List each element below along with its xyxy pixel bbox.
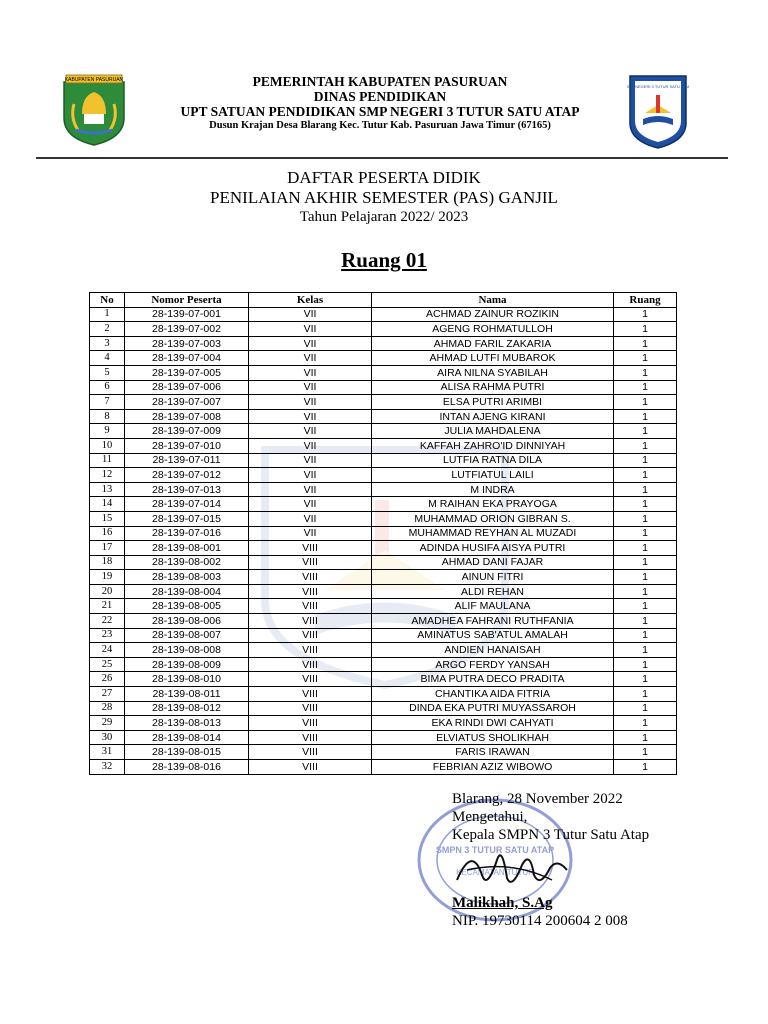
signature-nip: NIP. 19730114 200604 2 008 <box>452 913 628 929</box>
table-cell: LUTFIATUL LAILI <box>372 468 614 483</box>
table-cell: 28-139-08-011 <box>125 687 249 702</box>
table-cell: 6 <box>90 380 125 395</box>
table-row <box>90 599 677 614</box>
table-cell: VII <box>249 453 372 468</box>
column-header: Kelas <box>249 293 372 308</box>
table-cell: 28-139-07-008 <box>125 409 249 424</box>
table-cell: 28-139-08-009 <box>125 657 249 672</box>
svg-text:SMP NEGERI 3 TUTUR SATU ATAP: SMP NEGERI 3 TUTUR SATU ATAP <box>627 84 689 89</box>
table-cell: 2 <box>90 322 125 337</box>
table-cell: 1 <box>614 760 677 775</box>
table-cell: ANDIEN HANAISAH <box>372 643 614 658</box>
table-cell: 1 <box>614 453 677 468</box>
table-row <box>90 555 677 570</box>
table-cell: VII <box>249 380 372 395</box>
table-cell: VII <box>249 395 372 410</box>
table-cell: 28 <box>90 701 125 716</box>
table-cell: 1 <box>614 322 677 337</box>
table-cell: 28-139-08-014 <box>125 730 249 745</box>
table-cell: 1 <box>614 380 677 395</box>
table-cell: VIII <box>249 730 372 745</box>
table-row <box>90 745 677 760</box>
table-cell: VIII <box>249 570 372 585</box>
table-cell: VIII <box>249 614 372 629</box>
document-title <box>0 168 768 226</box>
table-cell: 28-139-07-001 <box>125 307 249 322</box>
table-cell: 28-139-08-007 <box>125 628 249 643</box>
table-cell: 1 <box>614 599 677 614</box>
table-header-row <box>90 293 677 308</box>
table-cell: 1 <box>614 438 677 453</box>
table-cell: M INDRA <box>372 482 614 497</box>
table-row <box>90 701 677 716</box>
table-cell: 28-139-08-002 <box>125 555 249 570</box>
table-cell: 28-139-08-001 <box>125 541 249 556</box>
table-cell: VII <box>249 351 372 366</box>
table-cell: 25 <box>90 657 125 672</box>
table-cell: M RAIHAN EKA PRAYOGA <box>372 497 614 512</box>
table-cell: 1 <box>614 409 677 424</box>
table-row <box>90 672 677 687</box>
table-cell: 28-139-08-006 <box>125 614 249 629</box>
table-row <box>90 541 677 556</box>
table-cell: 10 <box>90 438 125 453</box>
table-cell: 28-139-07-004 <box>125 351 249 366</box>
participant-table <box>89 292 677 775</box>
table-cell: AHMAD LUTFI MUBAROK <box>372 351 614 366</box>
svg-text:KABUPATEN PASURUAN: KABUPATEN PASURUAN <box>64 77 124 83</box>
table-cell: 14 <box>90 497 125 512</box>
table-cell: KAFFAH ZAHRO'ID DINNIYAH <box>372 438 614 453</box>
table-cell: 1 <box>614 541 677 556</box>
table-cell: 1 <box>614 643 677 658</box>
table-cell: VII <box>249 468 372 483</box>
svg-text:KECAMATAN TUTUR: KECAMATAN TUTUR <box>456 868 534 877</box>
table-cell: 28-139-07-005 <box>125 365 249 380</box>
table-cell: 28-139-08-004 <box>125 584 249 599</box>
table-cell: 28-139-08-016 <box>125 760 249 775</box>
table-cell: 28-139-07-014 <box>125 497 249 512</box>
table-cell: AMADHEA FAHRANI RUTHFANIA <box>372 614 614 629</box>
table-row <box>90 497 677 512</box>
table-row <box>90 322 677 337</box>
table-cell: 28-139-08-005 <box>125 599 249 614</box>
table-cell: 5 <box>90 365 125 380</box>
table-cell: 1 <box>614 628 677 643</box>
table-cell: 11 <box>90 453 125 468</box>
table-cell: FARIS IRAWAN <box>372 745 614 760</box>
title-line-3: Tahun Pelajaran 2022/ 2023 <box>299 209 469 225</box>
table-row <box>90 307 677 322</box>
table-cell: 1 <box>614 555 677 570</box>
table-row <box>90 687 677 702</box>
signature-acknowledged: Mengetahui, <box>452 809 528 825</box>
table-row <box>90 468 677 483</box>
table-cell: 1 <box>614 687 677 702</box>
table-cell: 1 <box>614 482 677 497</box>
table-cell: 22 <box>90 614 125 629</box>
table-cell: VII <box>249 526 372 541</box>
table-cell: 1 <box>614 570 677 585</box>
table-cell: VIII <box>249 643 372 658</box>
svg-text:SMPN 3 TUTUR SATU ATAP: SMPN 3 TUTUR SATU ATAP <box>435 845 555 855</box>
table-row <box>90 614 677 629</box>
table-cell: 31 <box>90 745 125 760</box>
table-cell: ELVIATUS SHOLIKHAH <box>372 730 614 745</box>
table-cell: MUHAMMAD REYHAN AL MUZADI <box>372 526 614 541</box>
table-row <box>90 438 677 453</box>
table-cell: 32 <box>90 760 125 775</box>
table-row <box>90 584 677 599</box>
table-cell: VIII <box>249 672 372 687</box>
table-cell: 1 <box>614 468 677 483</box>
table-cell: 1 <box>614 716 677 731</box>
table-cell: ALDI REHAN <box>372 584 614 599</box>
table-cell: 28-139-07-006 <box>125 380 249 395</box>
table-cell: VII <box>249 307 372 322</box>
table-cell: 28-139-08-008 <box>125 643 249 658</box>
table-cell: 28-139-07-012 <box>125 468 249 483</box>
table-cell: 27 <box>90 687 125 702</box>
table-cell: VII <box>249 322 372 337</box>
table-cell: 1 <box>90 307 125 322</box>
table-cell: VIII <box>249 628 372 643</box>
kabupaten-pasuruan-logo <box>60 74 128 146</box>
table-cell: 1 <box>614 307 677 322</box>
table-cell: VII <box>249 424 372 439</box>
table-cell: 1 <box>614 730 677 745</box>
signature-place-date: Blarang, 28 November 2022 <box>452 791 623 807</box>
table-cell: FEBRIAN AZIZ WIBOWO <box>372 760 614 775</box>
table-row <box>90 336 677 351</box>
letterhead-government: PEMERINTAH KABUPATEN PASURUAN <box>252 74 508 89</box>
table-row <box>90 409 677 424</box>
table-cell: 17 <box>90 541 125 556</box>
table-cell: 20 <box>90 584 125 599</box>
table-cell: LUTFIA RATNA DILA <box>372 453 614 468</box>
table-cell: ACHMAD ZAINUR ROZIKIN <box>372 307 614 322</box>
table-row <box>90 365 677 380</box>
table-cell: 28-139-07-003 <box>125 336 249 351</box>
room-title: Ruang 01 <box>341 248 427 272</box>
signature-position: Kepala SMPN 3 Tutur Satu Atap <box>452 827 650 843</box>
table-cell: 1 <box>614 672 677 687</box>
table-cell: 28-139-08-013 <box>125 716 249 731</box>
signature-block <box>452 790 732 930</box>
table-row <box>90 395 677 410</box>
table-row <box>90 760 677 775</box>
table-cell: AMINATUS SAB'ATUL AMALAH <box>372 628 614 643</box>
table-cell: 30 <box>90 730 125 745</box>
table-cell: VIII <box>249 687 372 702</box>
table-row <box>90 511 677 526</box>
column-header: Nama <box>372 293 614 308</box>
table-cell: 28-139-08-015 <box>125 745 249 760</box>
table-row <box>90 351 677 366</box>
table-cell: 28-139-07-002 <box>125 322 249 337</box>
table-row <box>90 482 677 497</box>
table-cell: 28-139-07-016 <box>125 526 249 541</box>
table-cell: VIII <box>249 555 372 570</box>
table-cell: 1 <box>614 497 677 512</box>
table-cell: 7 <box>90 395 125 410</box>
table-cell: 13 <box>90 482 125 497</box>
table-cell: 23 <box>90 628 125 643</box>
table-row <box>90 657 677 672</box>
table-cell: 1 <box>614 614 677 629</box>
letterhead-department: DINAS PENDIDIKAN <box>313 89 447 104</box>
table-row <box>90 716 677 731</box>
table-cell: ALISA RAHMA PUTRI <box>372 380 614 395</box>
column-header: No <box>90 293 125 308</box>
table-row <box>90 380 677 395</box>
table-cell: 24 <box>90 643 125 658</box>
signature-name: Malikhah, S.Ag <box>452 895 553 911</box>
table-cell: 1 <box>614 336 677 351</box>
table-cell: 1 <box>614 745 677 760</box>
table-cell: 28-139-07-011 <box>125 453 249 468</box>
table-cell: VII <box>249 336 372 351</box>
table-cell: AIRA NILNA SYABILAH <box>372 365 614 380</box>
letterhead-school: UPT SATUAN PENDIDIKAN SMP NEGERI 3 TUTUR SATU ATAP <box>180 104 580 119</box>
table-cell: 1 <box>614 526 677 541</box>
table-cell: 28-139-07-010 <box>125 438 249 453</box>
table-cell: 1 <box>614 584 677 599</box>
table-cell: EKA RINDI DWI CAHYATI <box>372 716 614 731</box>
table-cell: 1 <box>614 395 677 410</box>
table-cell: 28-139-07-009 <box>125 424 249 439</box>
school-logo <box>627 73 689 149</box>
letterhead-address: Dusun Krajan Desa Blarang Kec. Tutur Kab. Pasuruan Jawa Timur (67165) <box>209 120 551 131</box>
table-cell: VII <box>249 511 372 526</box>
table-cell: 28-139-08-003 <box>125 570 249 585</box>
table-row <box>90 570 677 585</box>
table-row <box>90 643 677 658</box>
table-cell: MUHAMMAD ORION GIBRAN S. <box>372 511 614 526</box>
table-cell: AGENG ROHMATULLOH <box>372 322 614 337</box>
table-cell: 3 <box>90 336 125 351</box>
table-cell: 4 <box>90 351 125 366</box>
letterhead <box>140 74 620 133</box>
table-cell: VII <box>249 482 372 497</box>
table-cell: VIII <box>249 701 372 716</box>
table-cell: 12 <box>90 468 125 483</box>
table-cell: 8 <box>90 409 125 424</box>
table-cell: AHMAD DANI FAJAR <box>372 555 614 570</box>
table-cell: 19 <box>90 570 125 585</box>
table-cell: VIII <box>249 745 372 760</box>
table-cell: VIII <box>249 599 372 614</box>
table-cell: JULIA MAHDALENA <box>372 424 614 439</box>
column-header: Ruang <box>614 293 677 308</box>
table-cell: 1 <box>614 701 677 716</box>
table-cell: 28-139-07-007 <box>125 395 249 410</box>
table-cell: 29 <box>90 716 125 731</box>
table-cell: VII <box>249 438 372 453</box>
table-cell: 28-139-07-013 <box>125 482 249 497</box>
table-cell: VII <box>249 497 372 512</box>
table-cell: VIII <box>249 657 372 672</box>
table-cell: 1 <box>614 511 677 526</box>
table-row <box>90 526 677 541</box>
table-cell: VII <box>249 365 372 380</box>
table-cell: VIII <box>249 584 372 599</box>
table-cell: ELSA PUTRI ARIMBI <box>372 395 614 410</box>
table-cell: 15 <box>90 511 125 526</box>
table-cell: 28-139-08-012 <box>125 701 249 716</box>
table-cell: VII <box>249 409 372 424</box>
table-cell: DINDA EKA PUTRI MUYASSAROH <box>372 701 614 716</box>
table-cell: 1 <box>614 351 677 366</box>
table-cell: AINUN FITRI <box>372 570 614 585</box>
title-line-1: DAFTAR PESERTA DIDIK <box>287 168 481 187</box>
table-cell: 18 <box>90 555 125 570</box>
table-cell: 1 <box>614 424 677 439</box>
table-cell: 9 <box>90 424 125 439</box>
table-cell: 28-139-07-015 <box>125 511 249 526</box>
table-cell: ADINDA HUSIFA AISYA PUTRI <box>372 541 614 556</box>
table-cell: VIII <box>249 541 372 556</box>
table-cell: 1 <box>614 657 677 672</box>
table-cell: ARGO FERDY YANSAH <box>372 657 614 672</box>
table-cell: 26 <box>90 672 125 687</box>
column-header: Nomor Peserta <box>125 293 249 308</box>
table-cell: ALIF MAULANA <box>372 599 614 614</box>
table-cell: CHANTIKA AIDA FITRIA <box>372 687 614 702</box>
table-row <box>90 730 677 745</box>
table-cell: BIMA PUTRA DECO PRADITA <box>372 672 614 687</box>
letterhead-divider <box>36 157 728 159</box>
table-cell: AHMAD FARIL ZAKARIA <box>372 336 614 351</box>
table-row <box>90 453 677 468</box>
table-row <box>90 628 677 643</box>
table-cell: 16 <box>90 526 125 541</box>
table-cell: VIII <box>249 716 372 731</box>
table-cell: 21 <box>90 599 125 614</box>
table-row <box>90 424 677 439</box>
table-cell: INTAN AJENG KIRANI <box>372 409 614 424</box>
table-cell: 28-139-08-010 <box>125 672 249 687</box>
table-cell: 1 <box>614 365 677 380</box>
table-cell: VIII <box>249 760 372 775</box>
title-line-2: PENILAIAN AKHIR SEMESTER (PAS) GANJIL <box>210 188 558 207</box>
